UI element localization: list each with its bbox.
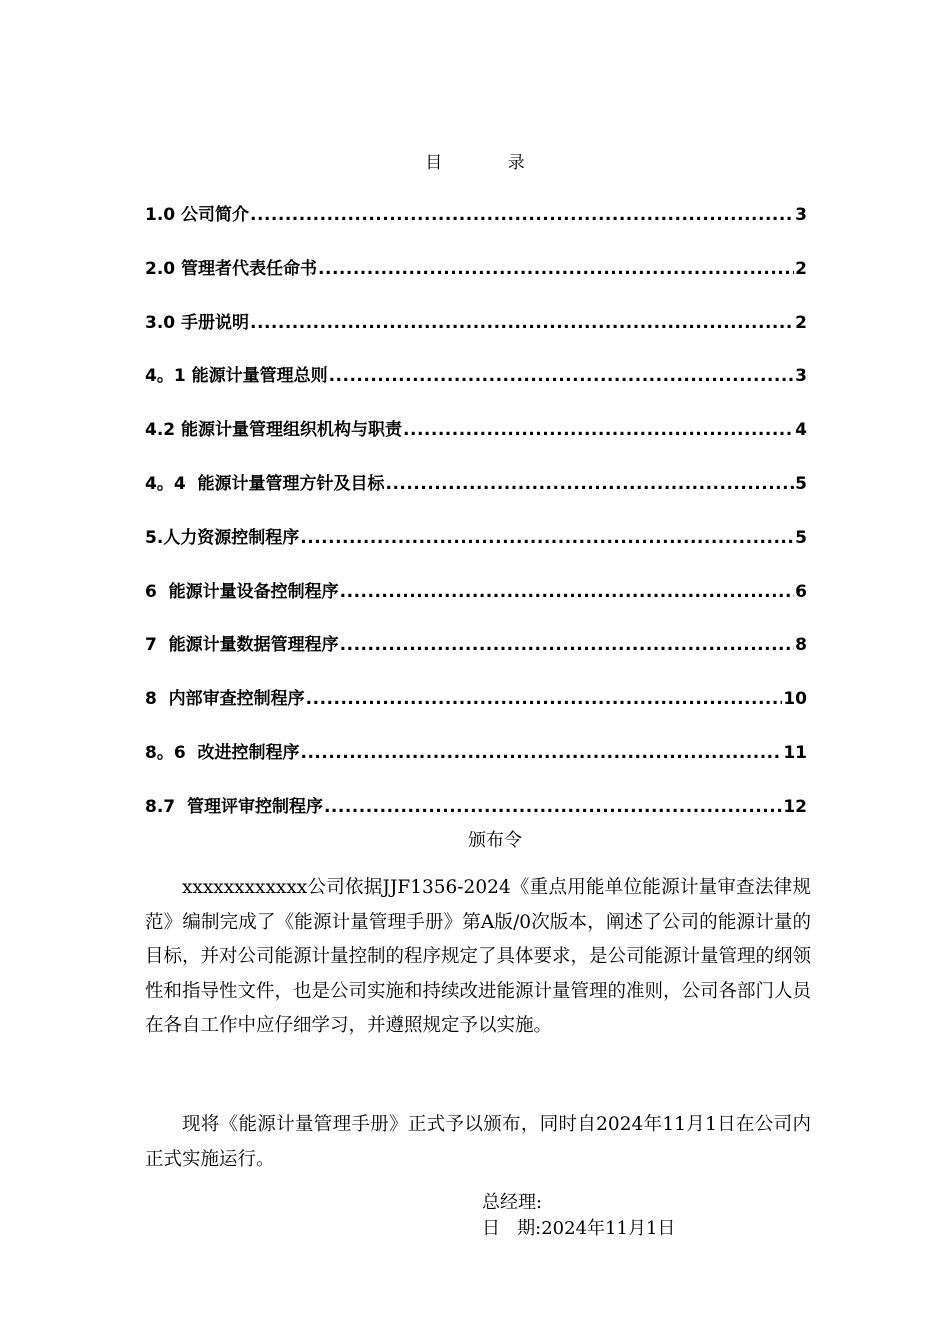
toc-leader-dots: [306, 689, 783, 709]
toc-entry-label: 4。1 能源计量管理总则: [145, 366, 328, 387]
toc-entry-page: 3: [795, 366, 807, 387]
toc-entry-page: 2: [795, 258, 807, 279]
decree-title: 颁布令: [468, 830, 522, 851]
toc-leader-dots: [329, 366, 795, 386]
toc-entry-label: 6 能源计量设备控制程序: [145, 581, 339, 602]
toc-entry-label: 8 内部审查控制程序: [145, 689, 305, 710]
date-line: 日 期:2024年11月1日: [482, 1218, 676, 1239]
toc-leader-dots: [301, 743, 783, 763]
toc-entry[interactable]: [145, 308, 807, 362]
toc-entry-label: 4。4 能源计量管理方针及目标: [145, 473, 385, 494]
decree-paragraph-2: 现将《能源计量管理手册》正式予以颁布，同时自2024年11月1日在公司内正式实施运行。: [145, 1114, 811, 1170]
toc-entry-label: 3.0 手册说明: [145, 312, 250, 333]
toc-entry-label: 5.人力资源控制程序: [145, 527, 300, 548]
toc-entry-page: 4: [795, 420, 807, 441]
toc-entry[interactable]: [145, 254, 807, 308]
toc-leader-dots: [250, 205, 794, 225]
toc-entry-label: 8。6 改进控制程序: [145, 742, 300, 763]
toc-leader-dots: [340, 582, 794, 602]
toc-entry-label: 8.7 管理评审控制程序: [145, 796, 323, 817]
toc-entry-label: 1.0 公司简介: [145, 205, 250, 225]
table-of-contents: [145, 200, 807, 846]
toc-entry-page: 5: [795, 473, 807, 494]
toc-leader-dots: [250, 313, 794, 333]
toc-entry[interactable]: [145, 469, 807, 523]
toc-entry-page: 10: [783, 689, 807, 710]
toc-leader-dots: [300, 528, 794, 548]
toc-entry-page: 5: [795, 527, 807, 548]
toc-leader-dots: [340, 635, 794, 655]
toc-entry-page: 3: [795, 205, 807, 225]
toc-title: 目 录: [425, 153, 555, 173]
toc-entry[interactable]: [145, 523, 807, 577]
toc-entry-label: 4.2 能源计量管理组织机构与职责: [145, 420, 403, 441]
signer-label: 总经理:: [482, 1192, 543, 1213]
toc-entry[interactable]: [145, 200, 807, 254]
toc-entry-page: 12: [783, 796, 807, 817]
toc-leader-dots: [403, 420, 794, 440]
toc-entry-page: 8: [795, 635, 807, 656]
toc-entry[interactable]: [145, 630, 807, 684]
toc-entry[interactable]: [145, 361, 807, 415]
toc-entry[interactable]: [145, 738, 807, 792]
decree-paragraph-1: xxxxxxxxxxxx公司依据JJF1356-2024《重点用能单位能源计量审查法律规范》编制完成了《能源计量管理手册》第A版/0次版本，阐述了公司的能源计量的目标，并对公司能源计量控制的程序规定了具体要求，是公司能源计量管理的纲领性和指导性文件，也是公司实施和持续改进能源计量管理的准则，公司各部门人员在各自工作中应仔细学习，并遵照规定予以实施。: [145, 877, 812, 1036]
toc-entry-label: 7 能源计量数据管理程序: [145, 635, 339, 656]
toc-entry-page: 11: [783, 742, 807, 763]
toc-entry[interactable]: [145, 684, 807, 738]
toc-leader-dots: [324, 797, 782, 817]
toc-entry[interactable]: [145, 577, 807, 631]
toc-entry-page: 2: [795, 312, 807, 333]
toc-entry-label: 2.0 管理者代表任命书: [145, 258, 318, 279]
toc-entry-page: 6: [795, 581, 807, 602]
toc-leader-dots: [386, 474, 795, 494]
toc-entry[interactable]: [145, 415, 807, 469]
toc-leader-dots: [318, 259, 794, 279]
